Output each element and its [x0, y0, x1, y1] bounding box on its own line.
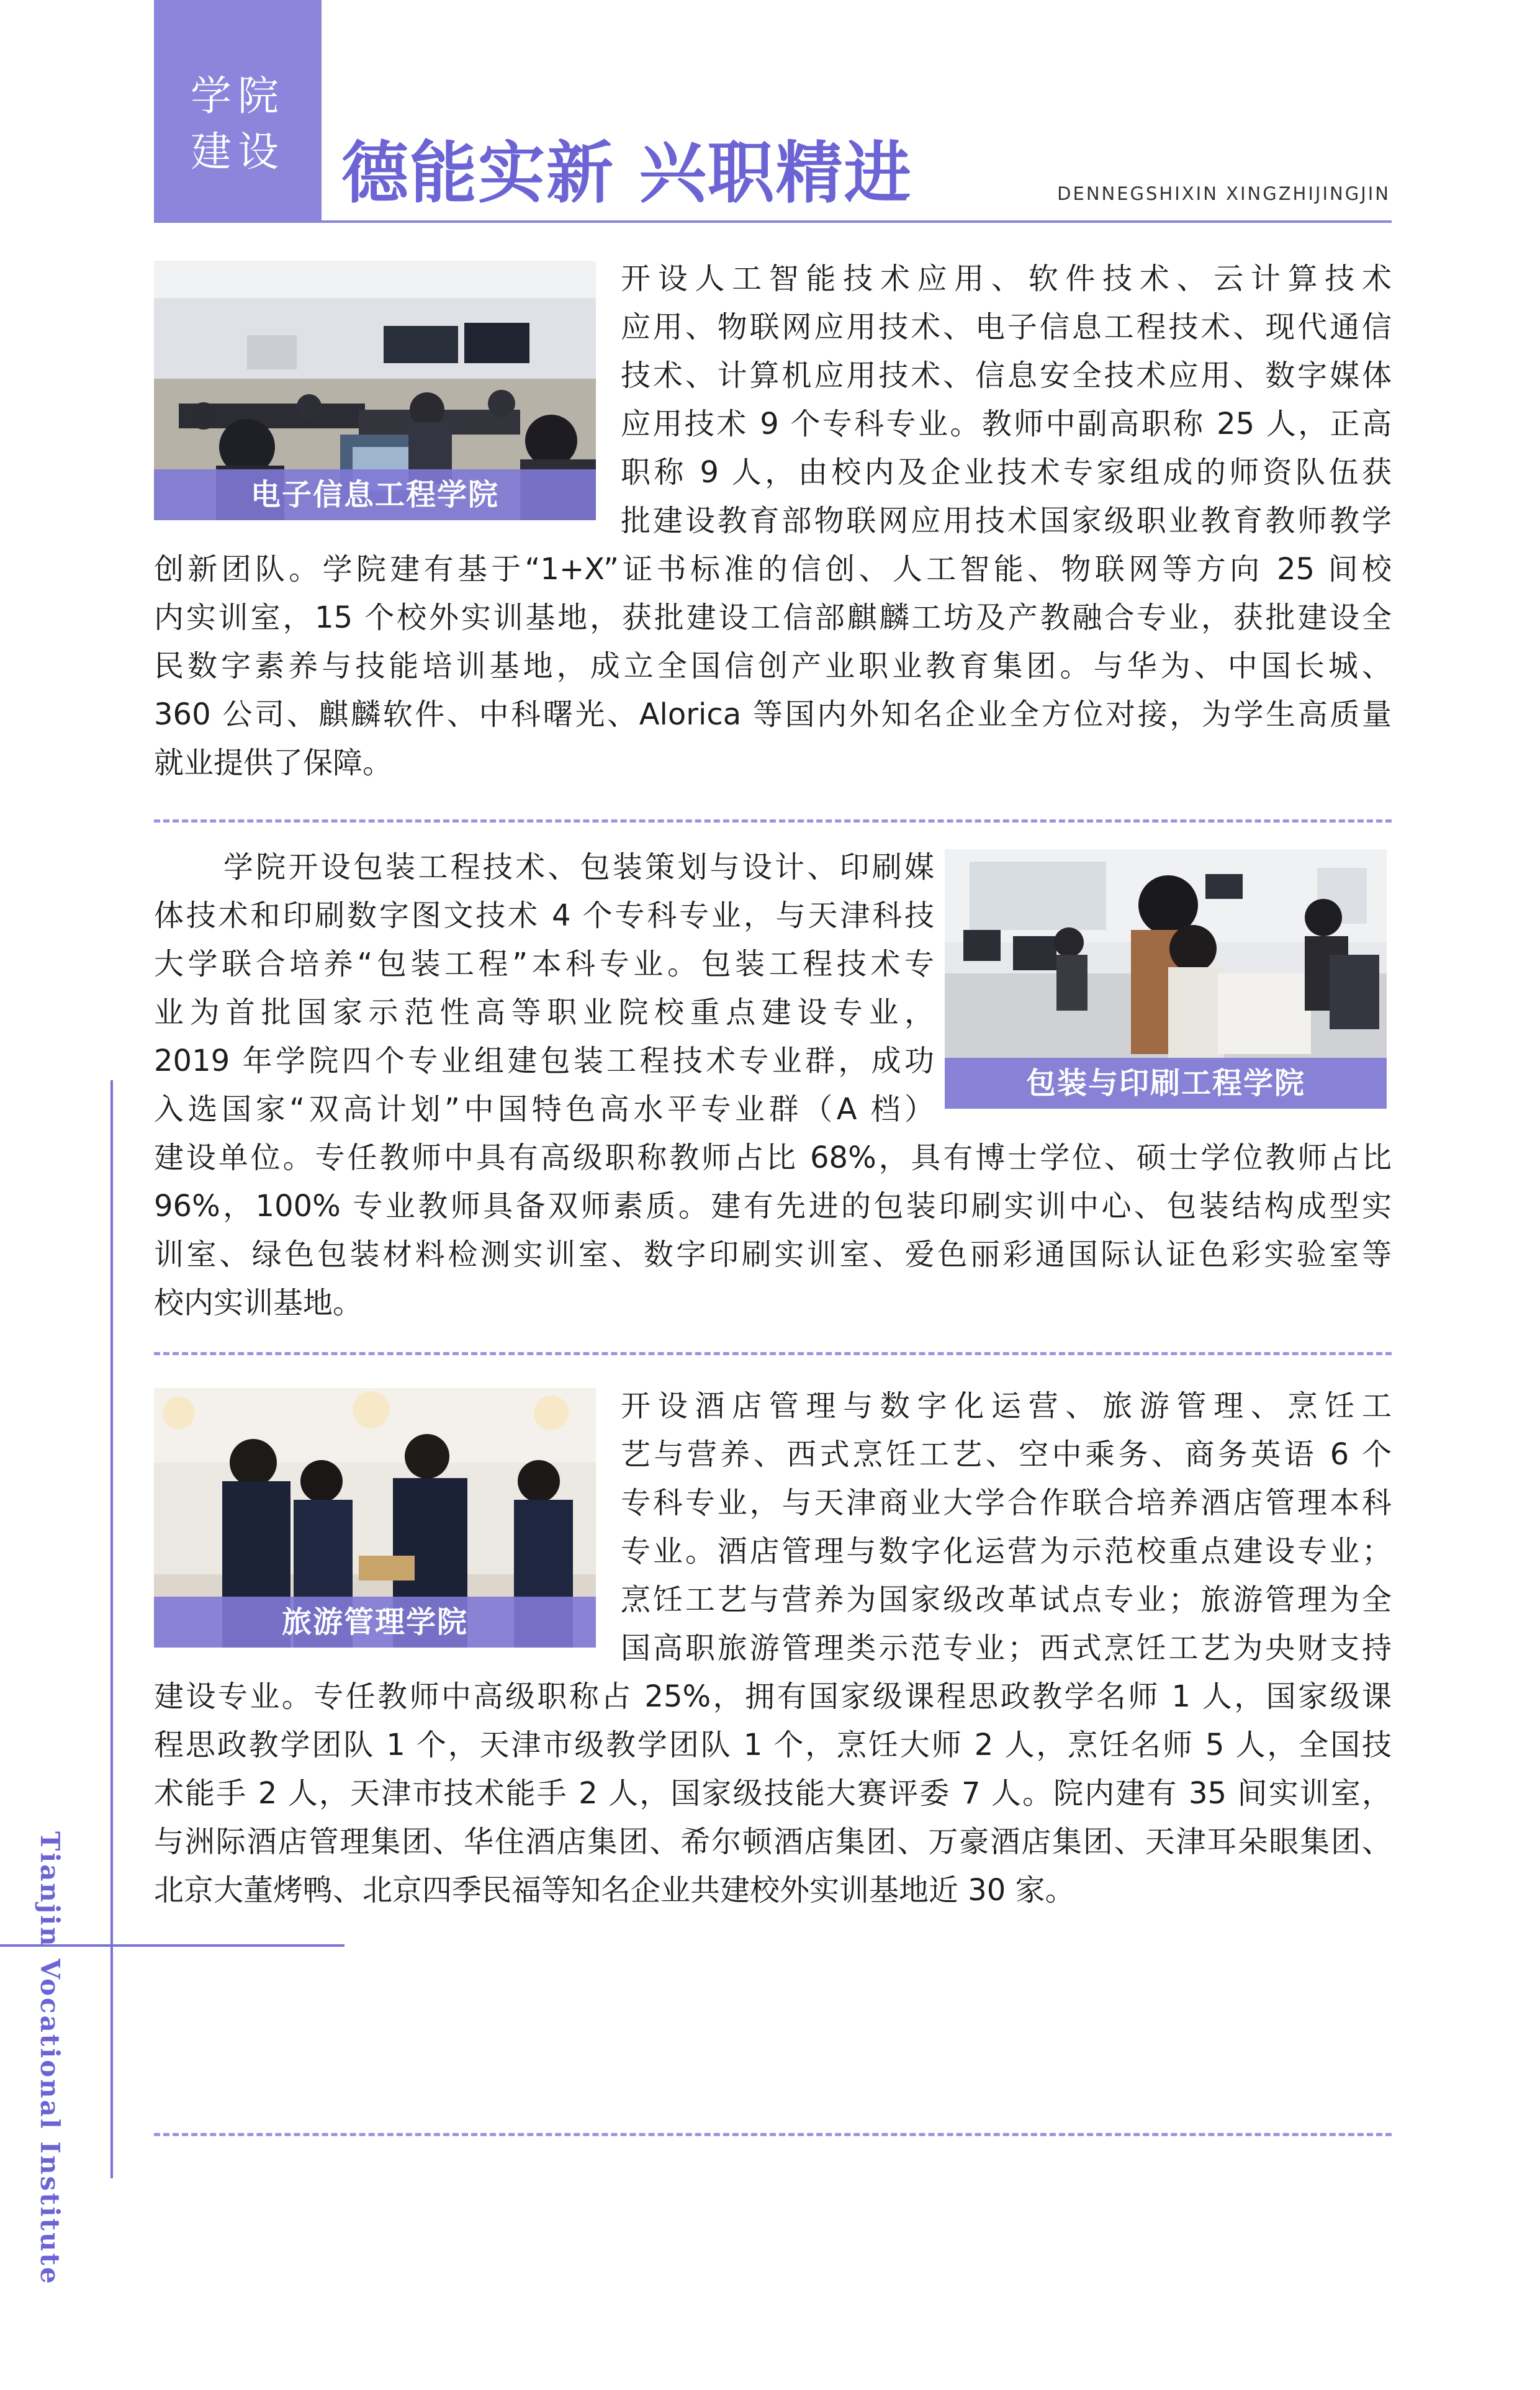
paragraph-line: 应用、物联网应用技术、电子信息工程技术、现代通信: [621, 310, 1392, 345]
section-tab: [154, 0, 322, 222]
photo-electronics-lab: [154, 261, 596, 520]
paragraph-line: 校内实训基地。: [154, 1286, 363, 1320]
paragraph-line: 专业。酒店管理与数字化运营为示范校重点建设专业；: [621, 1534, 1392, 1569]
paragraph-line: 艺与营养、西式烹饪工艺、空中乘务、商务英语 6 个: [621, 1437, 1392, 1472]
header-rule: [154, 220, 1392, 223]
photo-caption: 包装与印刷工程学院: [945, 1058, 1387, 1109]
paragraph-line: 体技术和印刷数字图文技术 4 个专科专业，与天津科技: [154, 898, 934, 933]
section-divider: [154, 819, 1392, 823]
paragraph-line: 大学联合培养“包装工程”本科专业。包装工程技术专: [154, 947, 934, 981]
paragraph-line: 内实训室，15 个校外实训基地，获批建设工信部麒麟工坊及产教融合专业，获批建设全: [154, 600, 1392, 635]
paragraph-line: 民数字素养与技能培训基地，成立全国信创产业职业教育集团。与华为、中国长城、: [154, 649, 1392, 683]
paragraph-line: 烹饪工艺与营养为国家级改革试点专业；旅游管理为全: [621, 1582, 1392, 1617]
photo-tourism-training: [154, 1388, 596, 1648]
section-divider: [154, 1352, 1392, 1355]
paragraph-line: 国高职旅游管理类示范专业；西式烹饪工艺为央财支持: [621, 1631, 1392, 1666]
section-divider: [154, 2133, 1392, 2136]
paragraph-line: 就业提供了保障。: [154, 746, 393, 780]
photo-caption: 电子信息工程学院: [154, 469, 596, 520]
paragraph-line: 程思政教学团队 1 个，天津市级教学团队 1 个，烹饪大师 2 人，烹饪名师 5 人，全国技: [154, 1728, 1392, 1762]
paragraph-line: 业为首批国家示范性高等职业院校重点建设专业，: [154, 995, 934, 1030]
paragraph-line: 专科专业，与天津商业大学合作联合培养酒店管理本科: [621, 1486, 1392, 1520]
paragraph-line: 入选国家“双高计划”中国特色高水平专业群（A 档）: [154, 1092, 934, 1127]
paragraph-line: 开设酒店管理与数字化运营、旅游管理、烹饪工: [621, 1389, 1392, 1423]
paragraph-line: 开设人工智能技术应用、软件技术、云计算技术: [621, 261, 1392, 296]
paragraph-line: 批建设教育部物联网应用技术国家级职业教育教师教学: [621, 503, 1392, 538]
paragraph-line: 2019 年学院四个专业组建包装工程技术专业群，成功: [154, 1044, 934, 1078]
section-tab-line2: 建设: [191, 128, 285, 176]
paragraph-line: 360 公司、麒麟软件、中科曙光、Alorica 等国内外知名企业全方位对接，为学生高质量: [154, 697, 1392, 732]
section-tab-line1: 学院: [191, 72, 285, 120]
paragraph-line: 创新团队。学院建有基于“1+X”证书标准的信创、人工智能、物联网等方向 25 间校: [154, 552, 1392, 587]
photo-caption: 旅游管理学院: [154, 1597, 596, 1648]
paragraph-line: 北京大董烤鸭、北京四季民福等知名企业共建校外实训基地近 30 家。: [154, 1873, 1075, 1908]
photo-packaging-lab: [945, 849, 1387, 1109]
paragraph-line: 建设专业。专任教师中高级职称占 25%，拥有国家级课程思政教学名师 1 人，国家级课: [154, 1679, 1392, 1714]
paragraph-line: 学院开设包装工程技术、包装策划与设计、印刷媒: [223, 850, 934, 885]
paragraph-line: 建设单位。专任教师中具有高级职称教师占比 68%，具有博士学位、硕士学位教师占比: [154, 1140, 1392, 1175]
paragraph-line: 与洲际酒店管理集团、华住酒店集团、希尔顿酒店集团、万豪酒店集团、天津耳朵眼集团、: [154, 1824, 1392, 1859]
page-title: 德能实新 兴职精进: [341, 135, 912, 212]
paragraph-line: 训室、绿色包装材料检测实训室、数字印刷实训室、爱色丽彩通国际认证色彩实验室等: [154, 1237, 1392, 1272]
side-institute-label: Tianjin Vocational Institute: [35, 1831, 65, 2286]
paragraph-line: 应用技术 9 个专科专业。教师中副高职称 25 人，正高: [621, 407, 1392, 441]
side-rule-vertical: [110, 1080, 113, 2178]
paragraph-line: 96%，100% 专业教师具备双师素质。建有先进的包装印刷实训中心、包装结构成型实: [154, 1189, 1392, 1224]
paragraph-line: 术能手 2 人，天津市技术能手 2 人，国家级技能大赛评委 7 人。院内建有 35 间实训室，: [154, 1776, 1392, 1811]
page-title-pinyin: DENNEGSHIXIN XINGZHIJINGJIN: [1057, 183, 1390, 204]
paragraph-line: 职称 9 人，由校内及企业技术专家组成的师资队伍获: [621, 455, 1392, 490]
paragraph-line: 技术、计算机应用技术、信息安全技术应用、数字媒体: [621, 358, 1392, 393]
